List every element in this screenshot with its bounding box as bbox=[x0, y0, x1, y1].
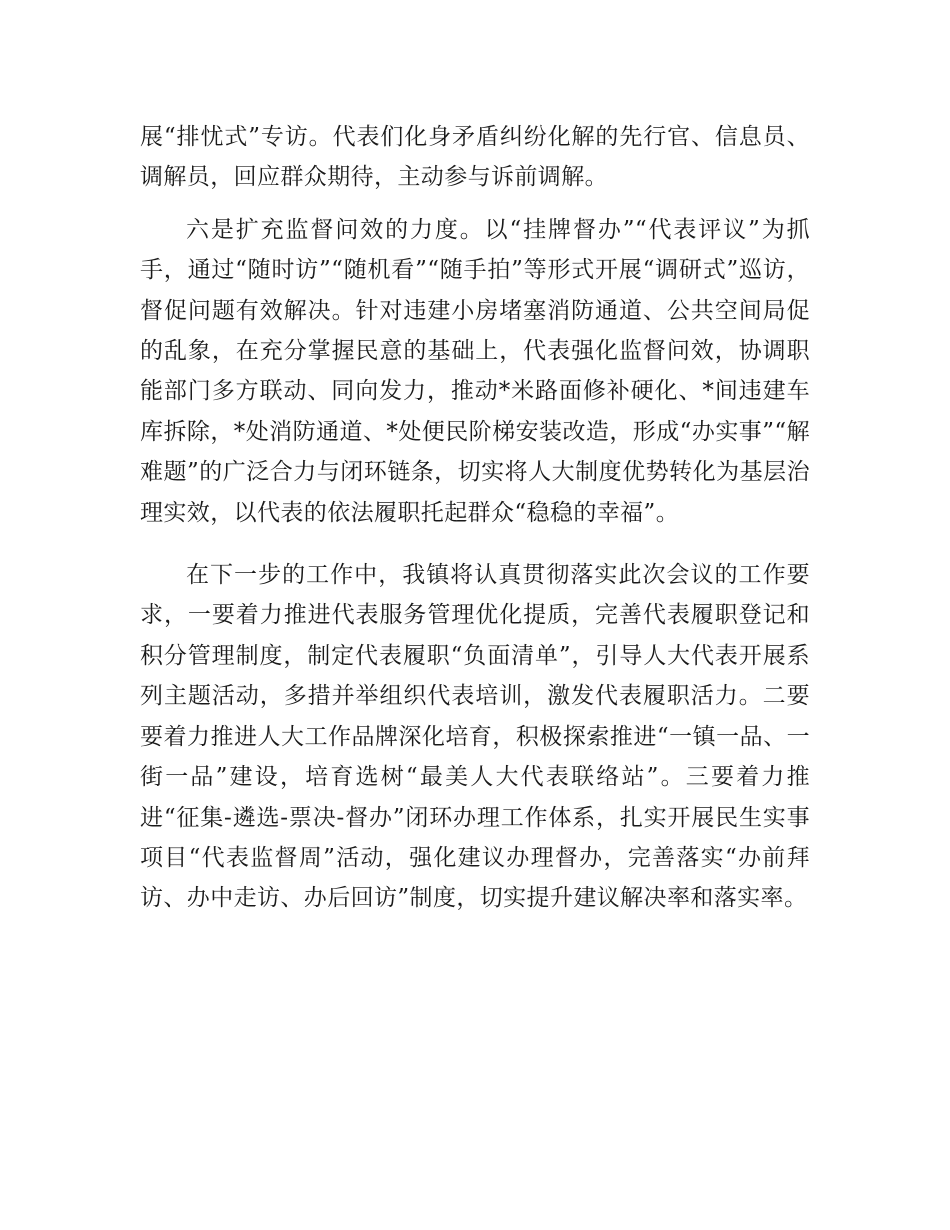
paragraph-next-steps: 在下一步的工作中，我镇将认真贯彻落实此次会议的工作要求，一要着力推进代表服务管理优化提质，完善代表履职登记和积分管理制度，制定代表履职“负面清单”，引导人大代表开展系列主题活动，多措并举组织代表培训，激发代表履职活力。二要要着力推进人大工作品牌深化培育，积极探索推进“一镇一品、一街一品”建设，培育选树“最美人大代表联络站”。三要着力推进“征集-遴选-票决-督办”闭环办理工作体系，扎实开展民生实事项目“代表监督周”活动，强化建议办理督办，完善落实“办前拜访、办中走访、办后回访”制度，切实提升建议解决率和落实率。 bbox=[140, 562, 810, 912]
paragraph-continuation: 展“排忧式”专访。代表们化身矛盾纠纷化解的先行官、信息员、调解员，回应群众期待，主动参与诉前调解。 bbox=[140, 124, 810, 191]
document-body bbox=[140, 117, 810, 919]
paragraph-supervision: 六是扩充监督问效的力度。以“挂牌督办”“代表评议”为抓手，通过“随时访”“随机看”“随手拍”等形式开展“调研式”巡访，督促问题有效解决。针对违建小房堵塞消防通道、公共空间局促的乱象，在充分掌握民意的基础上，代表强化监督问效，协调职能部门多方联动、同向发力，推动*米路面修补硬化、*间违建车库拆除，*处消防通道、*处便民阶梯安装改造，形成“办实事”“解难题”的广泛合力与闭环链条，切实将人大制度优势转化为基层治理实效，以代表的依法履职托起群众“稳稳的幸福”。 bbox=[140, 216, 810, 526]
